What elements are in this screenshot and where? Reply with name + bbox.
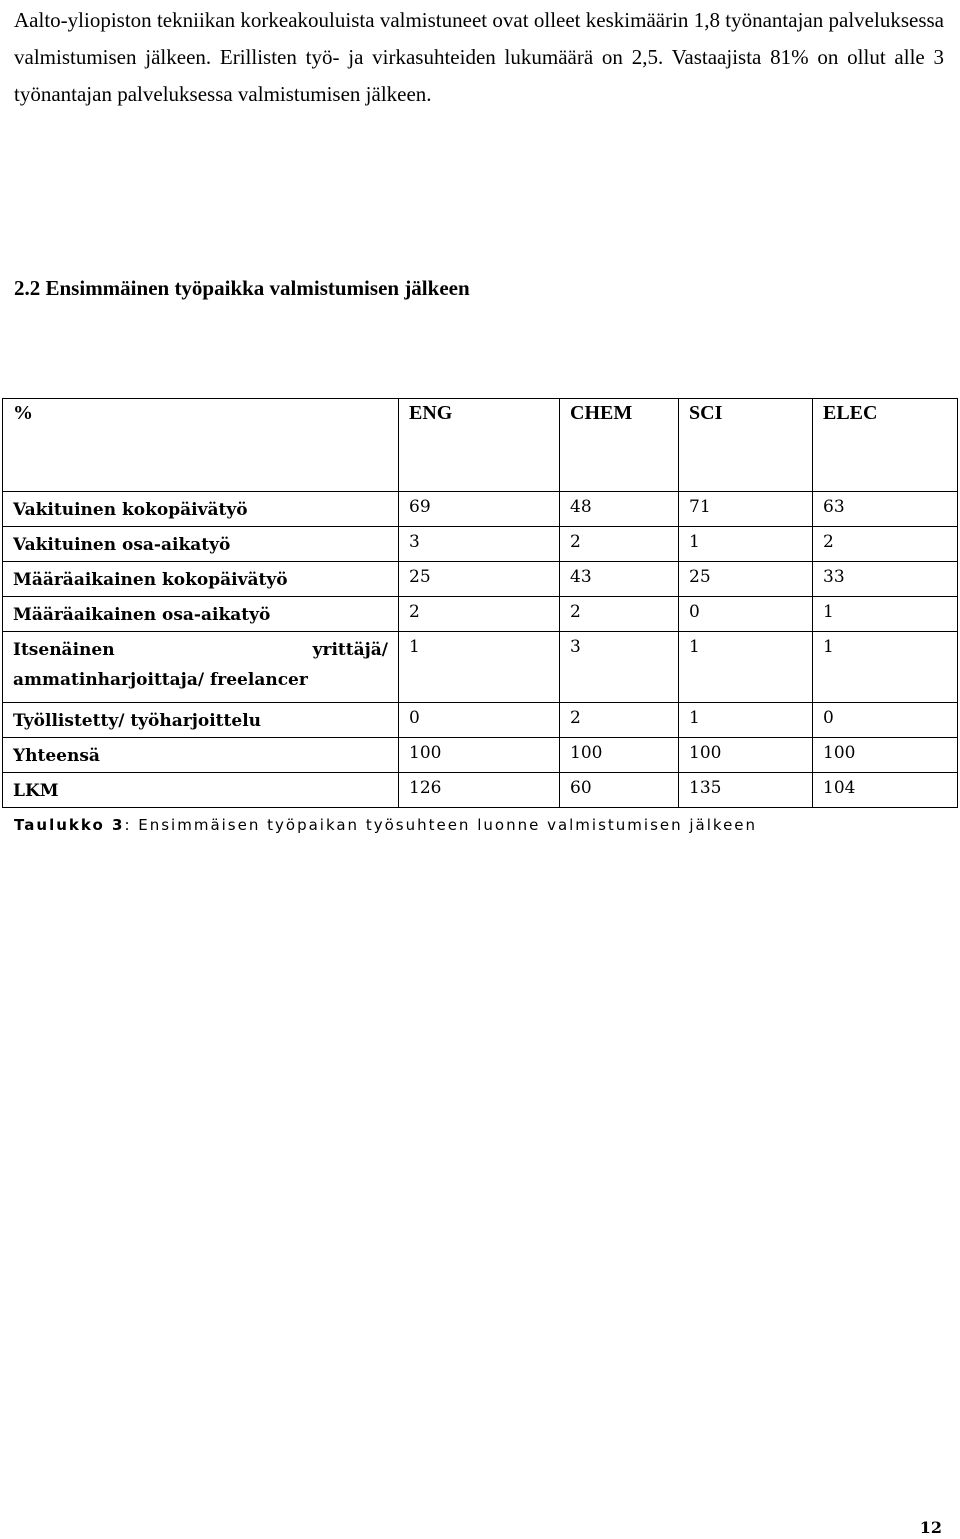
table-cell: 3	[560, 632, 679, 703]
table-row	[3, 597, 958, 632]
table-cell: 2	[560, 703, 679, 738]
row-label-part: ammatinharjoittaja/ freelancer	[13, 670, 308, 690]
row-label: Työllistetty/ työharjoittelu	[3, 703, 399, 738]
row-label-part: yrittäjä/	[312, 640, 388, 660]
table-cell: 2	[399, 597, 560, 632]
table-cell: 2	[560, 597, 679, 632]
table-cell: 33	[813, 562, 958, 597]
column-header: ENG	[399, 399, 560, 492]
table-cell: 104	[813, 773, 958, 808]
table-cell: 25	[679, 562, 813, 597]
table-cell: 0	[399, 703, 560, 738]
table-cell: 100	[679, 738, 813, 773]
table-cell: 25	[399, 562, 560, 597]
table-cell: 2	[560, 527, 679, 562]
table-cell: 0	[679, 597, 813, 632]
table-cell: 71	[679, 492, 813, 527]
table-cell: 48	[560, 492, 679, 527]
table-cell: 0	[813, 703, 958, 738]
table-cell: 126	[399, 773, 560, 808]
table-caption	[14, 816, 757, 834]
caption-text: : Ensimmäisen työpaikan työsuhteen luonne valmistumisen jälkeen	[124, 816, 758, 834]
row-label: Määräaikainen osa-aikatyö	[3, 597, 399, 632]
row-label-part: Itsenäinen	[13, 640, 115, 660]
page-number: 12	[919, 1518, 942, 1537]
table-header-row	[3, 399, 958, 492]
column-header: ELEC	[813, 399, 958, 492]
table-cell: 1	[399, 632, 560, 703]
column-header: %	[3, 399, 399, 492]
table-cell: 1	[679, 527, 813, 562]
table-cell: 1	[813, 597, 958, 632]
table-row	[3, 492, 958, 527]
table-row	[3, 738, 958, 773]
row-label-first-line	[13, 635, 388, 665]
column-header: CHEM	[560, 399, 679, 492]
table-cell: 1	[813, 632, 958, 703]
table-cell: 135	[679, 773, 813, 808]
table-cell: 1	[679, 703, 813, 738]
row-label: Yhteensä	[3, 738, 399, 773]
table-row	[3, 527, 958, 562]
table-cell: 100	[813, 738, 958, 773]
column-header: SCI	[679, 399, 813, 492]
table-row	[3, 632, 958, 703]
caption-prefix: Taulukko 3	[14, 816, 125, 834]
row-label	[3, 632, 399, 703]
intro-paragraph: Aalto-yliopiston tekniikan korkeakouluista valmistuneet ovat olleet keskimäärin 1,8 työnantajan palveluksessa valmistumisen jälkeen. Erillisten työ- ja virkasuhteiden lukumäärä on 2,5. Vastaajista 81% on ollut alle 3 työnantajan palveluksessa valmistumisen jälkeen.	[14, 8, 944, 106]
table-cell: 100	[560, 738, 679, 773]
table-cell: 3	[399, 527, 560, 562]
table-cell: 69	[399, 492, 560, 527]
row-label: Vakituinen kokopäivätyö	[3, 492, 399, 527]
table-cell: 1	[679, 632, 813, 703]
table-cell: 2	[813, 527, 958, 562]
row-label: Määräaikainen kokopäivätyö	[3, 562, 399, 597]
table-row	[3, 562, 958, 597]
employment-table	[2, 398, 958, 808]
table-cell: 60	[560, 773, 679, 808]
table-cell: 63	[813, 492, 958, 527]
row-label: LKM	[3, 773, 399, 808]
table-row	[3, 773, 958, 808]
row-label: Vakituinen osa-aikatyö	[3, 527, 399, 562]
table-cell: 43	[560, 562, 679, 597]
section-heading: 2.2 Ensimmäinen työpaikka valmistumisen jälkeen	[14, 276, 470, 300]
table-row	[3, 703, 958, 738]
table-cell: 100	[399, 738, 560, 773]
